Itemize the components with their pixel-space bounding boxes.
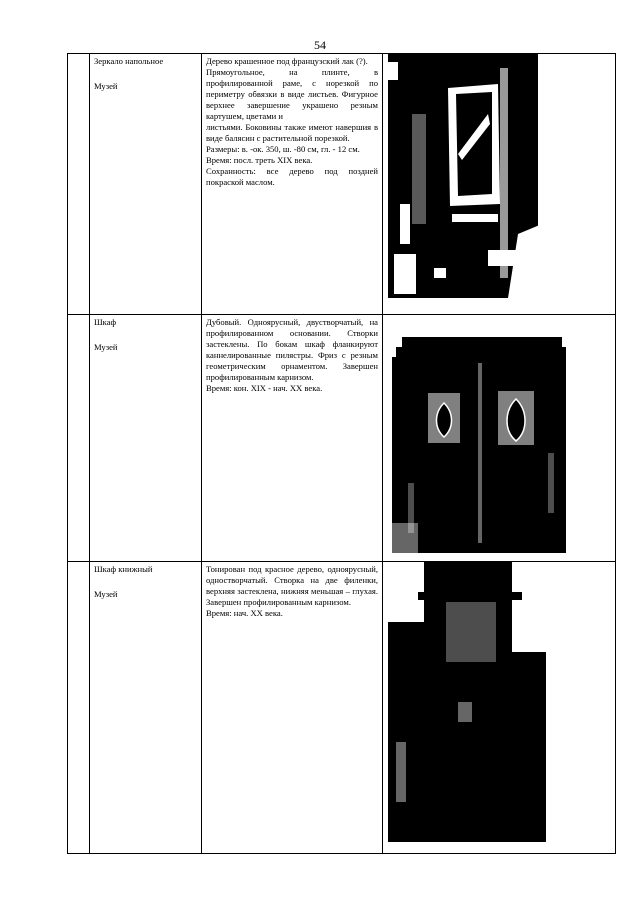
item-description-cell (202, 54, 383, 315)
item-location: Музей (94, 342, 118, 352)
item-name: Шкаф книжный (94, 564, 153, 574)
description-line: Прямоугольное, на плинте, в профилированной раме, с норезкой по периметру обвязки в виде листьев. Фигурное верхнее завершение украшено резным картушем, цветами и (206, 67, 378, 121)
item-name: Шкаф (94, 317, 117, 327)
item-photo-cell (383, 315, 616, 562)
item-name: Зеркало напольное (94, 56, 164, 66)
item-location: Музей (94, 589, 118, 599)
description-line: Время: посл. треть XIX века. (206, 155, 313, 165)
cabinet-photo (388, 333, 568, 553)
table-row (68, 54, 616, 315)
page-number: 54 (314, 38, 326, 52)
description-line: Дубовый. Одноярусный, двустворчатый, на профилированном основании. Створки застеклены. По бокам шкаф фланкируют каннелированные пилястры. Фриз с резным геометрическим орнаментом. Завершен профилированным карнизом. (206, 317, 378, 382)
description-line: Тонирован под красное дерево, одноярусный, одностворчатый. Створка на две филенки, верхняя застеклена, нижняя меньшая – глухая. Завершен профилированным карнизом. (206, 564, 378, 607)
description-line: Размеры: в. -ок. 350, ш. -80 см, гл. - 12 см. (206, 144, 360, 154)
item-name-cell (90, 315, 202, 562)
item-name-cell (90, 562, 202, 854)
table-row (68, 562, 616, 854)
bookcase-photo (388, 562, 546, 842)
row-number-cell (68, 315, 90, 562)
row-number-cell (68, 562, 90, 854)
description-line: Сохранность: все дерево под поздней покраской маслом. (206, 166, 378, 187)
description-line: листьями. Боковины также имеют навершия в виде балясин с растительной порезкой. (206, 122, 378, 143)
row-number-cell (68, 54, 90, 315)
description-line: Время: кон. XIX - нач. XX века. (206, 383, 323, 393)
mirror-photo (388, 54, 566, 298)
furniture-catalog-table (67, 53, 616, 854)
description-line: Дерево крашенное под французский лак (?). (206, 56, 368, 66)
description-line: Время: нач. XX века. (206, 608, 283, 618)
item-photo-cell (383, 54, 616, 315)
item-location: Музей (94, 81, 118, 91)
item-description-cell (202, 562, 383, 854)
item-name-cell (90, 54, 202, 315)
item-photo-cell (383, 562, 616, 854)
item-description-cell (202, 315, 383, 562)
table-row (68, 315, 616, 562)
